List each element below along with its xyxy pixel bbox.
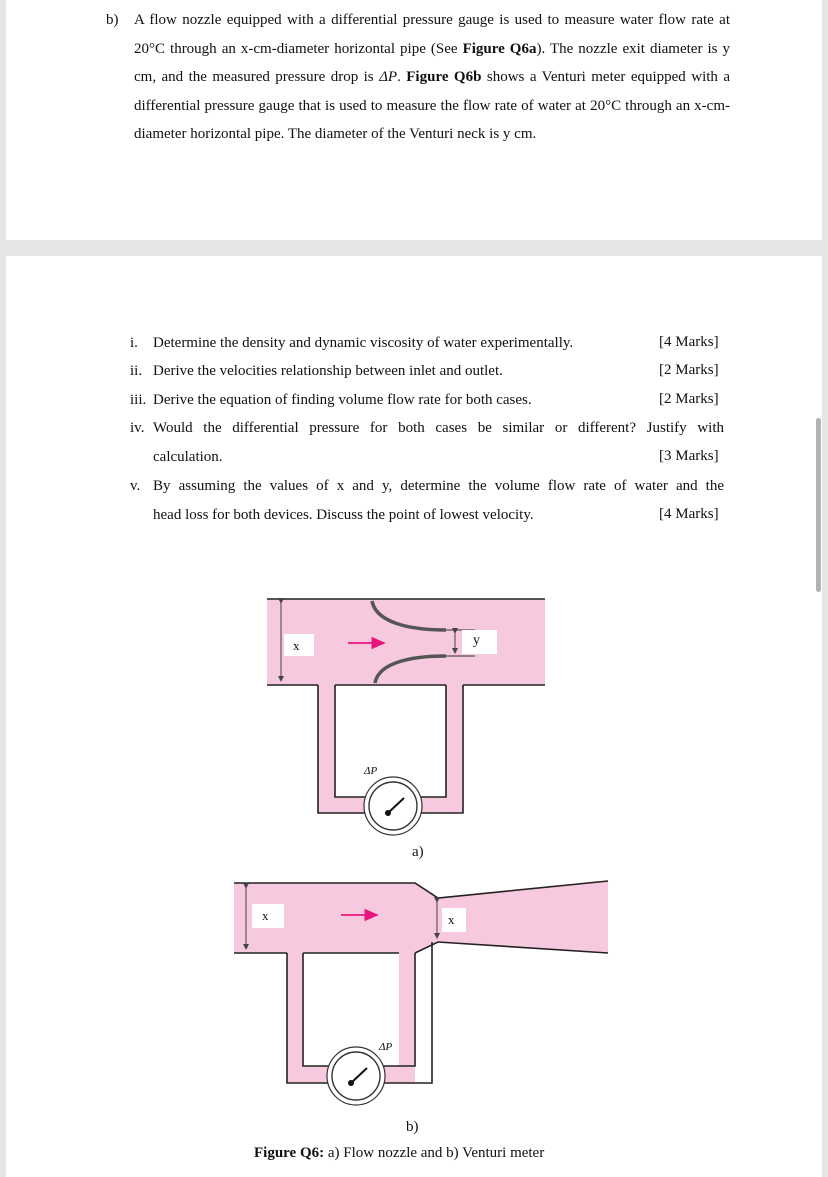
fig-a-x-label: x <box>293 638 300 653</box>
fig-b-dp-label: ΔP <box>379 1041 393 1053</box>
part-b-text: A flow nozzle equipped with a differential pressure gauge is used to measure water flow rate at 20°C through an x-cm-diameter horizontal pipe (See Figure Q6a). The nozzle exit diameter is y cm, and the measured pressure drop is ΔP. Figure Q6b shows a Venturi meter equipped with a differential pressure gauge that is used to measure the flow rate of water at 20°C through an x-cm-diameter horizontal pipe. The diameter of the Venturi neck is y cm. <box>134 12 731 142</box>
part-b-label: b) <box>106 12 119 28</box>
figure-q6b-ref: Figure Q6b <box>406 69 482 85</box>
fig-a-dp-label: ΔP <box>364 765 378 777</box>
page-2: i. Determine the density and dynamic viscosity of water experimentally. [4 Marks] ii. Derive the velocities relationship between inlet and outlet. [2 Marks] iii. Derive the equation of finding volume flow rate for both cases. [2 Marks] iv. Would the differential pressure for both cases be similar or different? Justify with calculation. [3 Marks] v. By assuming the values of x and y, determine the volume flow rate of water and the head loss for both devices. Discuss the point of lowest velocity. [4 Marks] <box>6 256 822 1177</box>
figure-caption-text: a) Flow nozzle and b) Venturi meter <box>324 1145 545 1161</box>
pressure-gauge-icon <box>364 777 422 835</box>
fig-a-caption: a) <box>412 844 424 860</box>
marks-iv: [3 Marks] <box>659 448 719 464</box>
venturi-meter-diagram <box>234 881 608 1105</box>
delta-p-symbol: ΔP <box>379 69 398 85</box>
figure-q6a-ref: Figure Q6a <box>462 40 537 57</box>
scrollbar-thumb[interactable] <box>816 418 821 592</box>
marks-ii: [2 Marks] <box>659 362 719 378</box>
marks-i: [4 Marks] <box>659 334 719 350</box>
marks-v: [4 Marks] <box>659 506 719 522</box>
marks-iii: [2 Marks] <box>659 391 719 407</box>
fig-b-x-label-neck: x <box>448 912 455 927</box>
fig-b-caption: b) <box>406 1119 419 1135</box>
figure-caption-label: Figure Q6: <box>254 1145 325 1161</box>
flow-nozzle-diagram <box>267 599 545 835</box>
figure-caption <box>254 1145 544 1162</box>
fig-a-y-label: y <box>473 633 480 648</box>
pressure-gauge-icon <box>327 1047 385 1105</box>
fig-b-x-label-left: x <box>262 908 269 923</box>
